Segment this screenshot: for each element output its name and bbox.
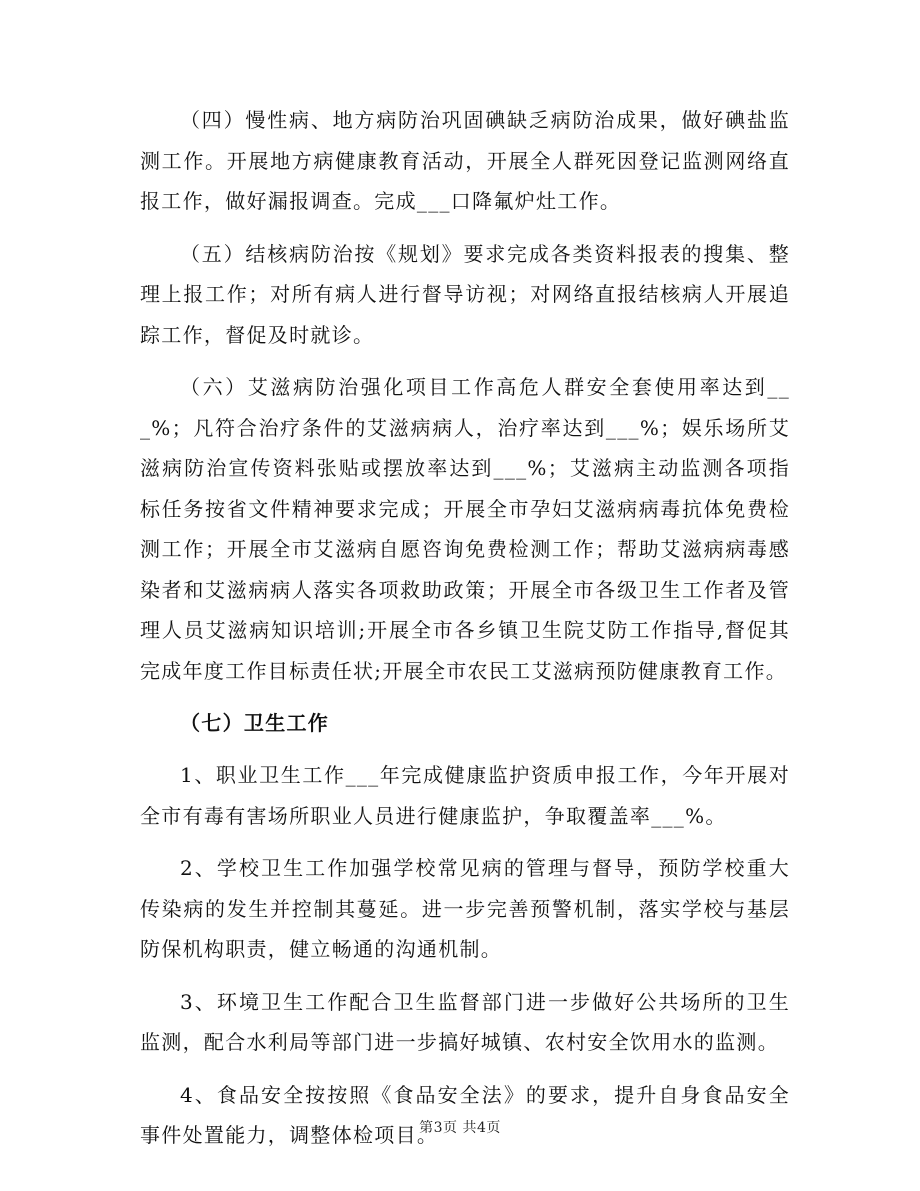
paragraph-chronic-disease: （四）慢性病、地方病防治巩固碘缺乏病防治成果，做好碘盐监测工作。开展地方病健康教育活动，开展全人群死因登记监测网络直报工作，做好漏报调查。完成___口降氟炉灶工作。 [140,108,790,213]
paragraph-environmental-health: 3、环境卫生工作配合卫生监督部门进一步做好公共场所的卫生监测，配合水利局等部门进一步搞好城镇、农村安全饮用水的监测。 [140,989,790,1054]
paragraph-food-safety: 4、食品安全按按照《食品安全法》的要求，提升自身食品安全事件处置能力，调整体检项目。 [140,1082,790,1147]
paragraph-aids: （六）艾滋病防治强化项目工作高危人群安全套使用率达到___%；凡符合治疗条件的艾滋病病人，治疗率达到___%；娱乐场所艾滋病防治宣传资料张贴或摆放率达到___%；艾滋病主动监测各项指标任务按省文件精神要求完成；开展全市孕妇艾滋病病毒抗体免费检测工作；开展全市艾滋病自愿咨询免费检测工作；帮助艾滋病病毒感染者和艾滋病病人落实各项救助政策；开展全市各级卫生工作者及管理人员艾滋病知识培训;开展全市各乡镇卫生院艾防工作指导,督促其完成年度工作目标责任状;开展全市农民工艾滋病预防健康教育工作。 [140,375,790,683]
section-heading-health-work: （七）卫生工作 [180,711,330,735]
paragraph-school-health: 2、学校卫生工作加强学校常见病的管理与督导，预防学校重大传染病的发生并控制其蔓延。进一步完善预警机制，落实学校与基层防保机构职责，健立畅通的沟通机制。 [140,856,790,961]
paragraph-tuberculosis: （五）结核病防治按《规划》要求完成各类资料报表的搜集、整理上报工作；对所有病人进行督导访视；对网络直报结核病人开展追踪工作，督促及时就诊。 [140,241,790,347]
document-body [140,100,790,1168]
page-number-footer: 第3页 共4页 [419,1120,501,1136]
paragraph-occupational-health: 1、职业卫生工作___年完成健康监护资质申报工作，今年开展对全市有毒有害场所职业人员进行健康监护，争取覆盖率___%。 [140,763,790,828]
